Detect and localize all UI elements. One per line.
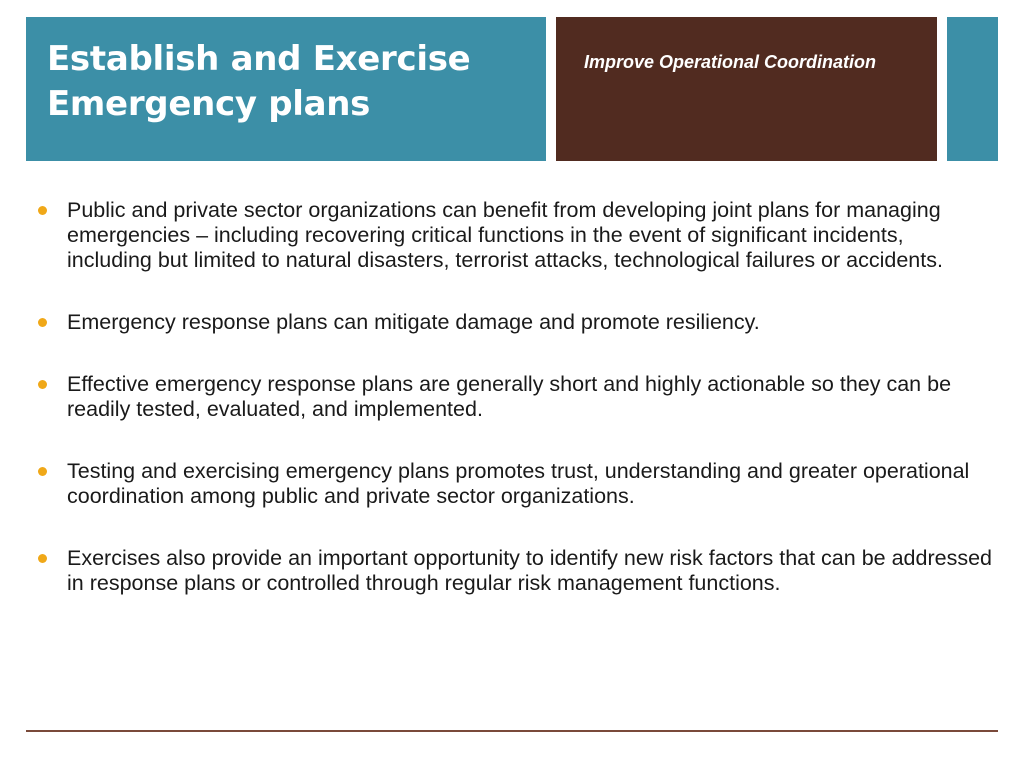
- list-item: [36, 372, 992, 422]
- list-item: [36, 546, 992, 596]
- title-banner: [26, 17, 546, 161]
- bullet-text: Testing and exercising emergency plans promotes trust, understanding and greater operational coordination among public and private sector organizations.: [67, 459, 970, 508]
- list-item: [36, 198, 992, 273]
- list-item: [36, 310, 992, 335]
- bullet-icon: [38, 467, 47, 476]
- bullet-icon: [38, 380, 47, 389]
- bullet-icon: [38, 318, 47, 327]
- footer-divider: [26, 730, 998, 732]
- accent-block: [947, 17, 998, 161]
- bullet-text: Emergency response plans can mitigate damage and promote resiliency.: [67, 310, 760, 334]
- bullet-text: Public and private sector organizations can benefit from developing joint plans for managing emergencies – including recovering critical functions in the event of significant incidents, including but limited to natural disasters, terrorist attacks, technological failures or accidents.: [67, 198, 943, 272]
- bullet-list: [36, 198, 992, 633]
- bullet-text: Exercises also provide an important opportunity to identify new risk factors that can be addressed in response plans or controlled through regular risk management functions.: [67, 546, 992, 595]
- bullet-icon: [38, 206, 47, 215]
- bullet-icon: [38, 554, 47, 563]
- bullet-text: Effective emergency response plans are generally short and highly actionable so they can be readily tested, evaluated, and implemented.: [67, 372, 952, 421]
- slide-title: Establish and Exercise Emergency plans: [47, 39, 471, 124]
- subtitle-banner: [556, 17, 937, 161]
- list-item: [36, 459, 992, 509]
- slide-subtitle: Improve Operational Coordination: [584, 52, 877, 72]
